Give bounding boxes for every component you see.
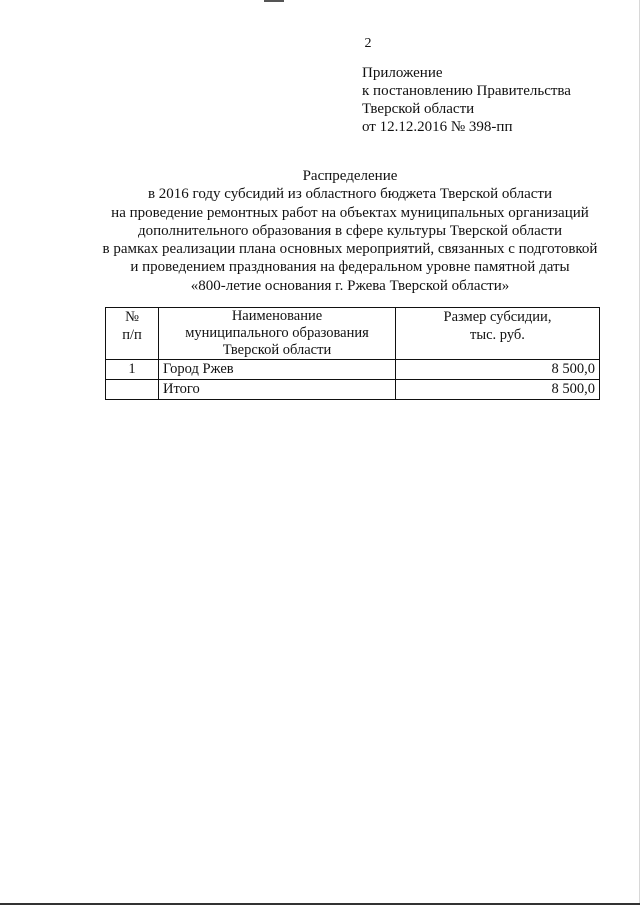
total-amount: 8 500,0 — [396, 380, 600, 400]
header-number-abbr: п/п — [122, 327, 142, 343]
title-line: «800-летие основания г. Ржева Тверской области» — [190, 277, 510, 294]
title-line: дополнительного образования в сфере культуры Тверской области — [138, 222, 562, 239]
header-text: Тверской области — [222, 342, 332, 358]
document-title — [60, 167, 640, 295]
title-line: Распределение — [302, 168, 398, 184]
header-text: Размер субсидии, — [443, 309, 552, 325]
title-line: на проведение ремонтных работ на объектах муниципальных организаций — [111, 204, 589, 221]
row-number: 1 — [106, 360, 159, 380]
header-number — [106, 308, 159, 360]
row-amount: 8 500,0 — [396, 360, 600, 380]
page-number: 2 — [364, 36, 372, 51]
total-label: Итого — [159, 380, 396, 400]
table-total-row — [106, 380, 600, 400]
header-subsidy-amount — [396, 308, 600, 360]
appendix-header — [362, 64, 571, 136]
title-line: в рамках реализации плана основных мероприятий, связанных с подготовкой — [102, 241, 598, 258]
scan-artifact — [264, 0, 284, 2]
header-text: тыс. руб. — [470, 327, 525, 343]
appendix-date-number: от 12.12.2016 № 398-пп — [362, 119, 513, 135]
header-text: Наименование — [231, 308, 323, 324]
table-header-row — [106, 308, 600, 360]
subsidy-table — [105, 307, 600, 400]
row-municipality: Город Ржев — [159, 360, 396, 380]
header-text: муниципального образования — [185, 325, 369, 341]
header-municipality — [159, 308, 396, 360]
appendix-line: Тверской области — [362, 101, 475, 117]
table-row — [106, 360, 600, 380]
header-number-symbol: № — [125, 309, 139, 325]
appendix-line: к постановлению Правительства — [362, 83, 571, 99]
appendix-line: Приложение — [362, 65, 443, 81]
total-number-empty — [106, 380, 159, 400]
title-line: в 2016 году субсидий из областного бюджета Тверской области — [147, 186, 553, 203]
title-line: и проведением празднования на федеральном уровне памятной даты — [130, 259, 570, 276]
